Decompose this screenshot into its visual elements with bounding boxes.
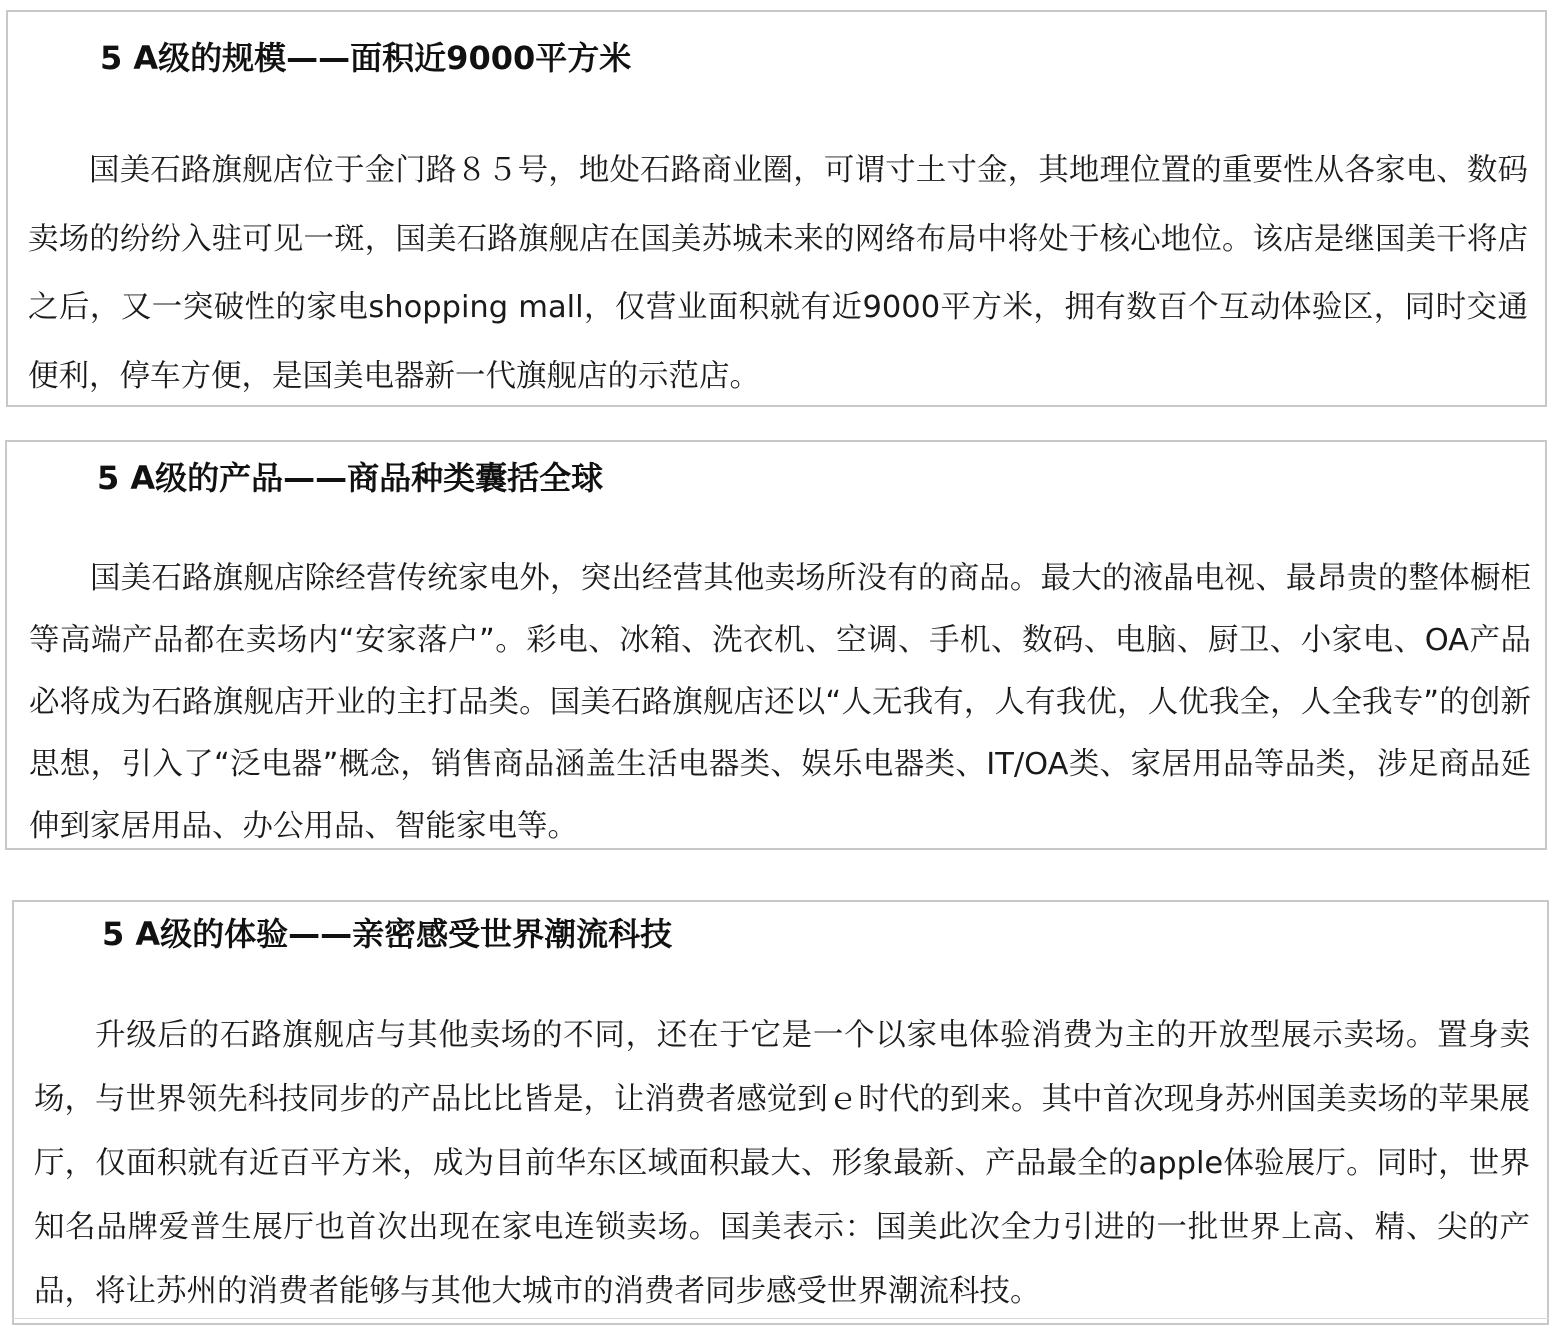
section-heading: 5 A级的体验——亲密感受世界潮流科技 [102,915,673,953]
section-paragraph: 国美石路旗舰店位于金门路８５号，地处石路商业圈，可谓寸土寸金，其地理位置的重要性从各家电、数码卖场的纷纷入驻可见一斑，国美石路旗舰店在国美苏城未来的网络布局中将处于核心地位。该店是继国美干将店之后，又一突破性的家电shopping mall，仅营业面积就有近9000平方米，拥有数百个互动体验区，同时交通便利，停车方便，是国美电器新一代旗舰店的示范店。 [28,153,1528,394]
section-experience [12,900,1549,1325]
section-heading: 5 A级的规模——面积近9000平方米 [100,39,632,77]
section-paragraph: 升级后的石路旗舰店与其他卖场的不同，还在于它是一个以家电体验消费为主的开放型展示卖场。置身卖场，与世界领先科技同步的产品比比皆是，让消费者感觉到ｅ时代的到来。其中首次现身苏州国美卖场的苹果展厅，仅面积就有近百平方米，成为目前华东区域面积最大、形象最新、产品最全的apple体验展厅。同时，世界知名品牌爱普生展厅也首次出现在家电连锁卖场。国美表示：国美此次全力引进的一批世界上高、精、尖的产品，将让苏州的消费者能够与其他大城市的消费者同步感受世界潮流科技。 [34,1018,1530,1309]
section-products [5,440,1547,850]
section-paragraph: 国美石路旗舰店除经营传统家电外，突出经营其他卖场所没有的商品。最大的液晶电视、最昂贵的整体橱柜等高端产品都在卖场内“安家落户”。彩电、冰箱、洗衣机、空调、手机、数码、电脑、厨卫、小家电、OA产品必将成为石路旗舰店开业的主打品类。国美石路旗舰店还以“人无我有，人有我优，人优我全，人全我专”的创新思想，引入了“泛电器”概念，销售商品涵盖生活电器类、娱乐电器类、IT/OA类、家居用品等品类，涉足商品延伸到家居用品、办公用品、智能家电等。 [29,561,1531,844]
section-scale [6,10,1547,407]
bottom-divider [12,1318,1549,1319]
section-heading: 5 A级的产品——商品种类囊括全球 [97,459,604,497]
